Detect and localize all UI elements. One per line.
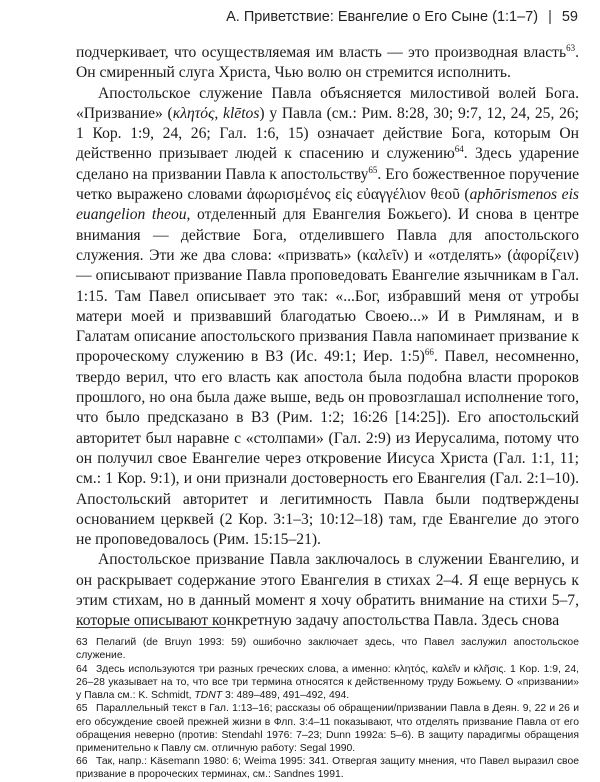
main-text <box>76 43 579 632</box>
italic-text: aphōrismenos eis euangelion theou <box>76 186 579 224</box>
footnote-ref: 65 <box>368 164 378 175</box>
paragraph <box>76 43 579 84</box>
footnote-ref: 63 <box>566 43 576 53</box>
footnote-ref: 64 <box>454 144 464 155</box>
text-run: . Он смиренный слуга Христа, Чью волю он стремится исполнить. <box>76 44 579 82</box>
footnote <box>76 702 579 754</box>
footnotes <box>76 636 579 782</box>
text-run: 3: 489–489, 491–492, 494. <box>222 689 350 701</box>
footnote-number: 66 <box>76 756 88 768</box>
text-run: . Его божественное поручение четко выражено словами ἀφωρισμένος εἰς εὐαγγέλιον θεοῦ ( <box>76 165 579 204</box>
footnote-divider <box>76 627 226 628</box>
footnote-number: 63 <box>76 637 88 648</box>
footnote-ref: 66 <box>424 347 434 358</box>
text-run: Пелагий (de Bruyn 1993: 59) ошибочно заключает здесь, что Павел заслужил апостольское служение. <box>76 637 579 662</box>
header-separator: | <box>548 9 552 25</box>
text-run: Апостольское призвание Павла заключалось в служении Евангелию, и он раскрывает содержание этого Евангелия в стихах 2–4. Я еще вернусь к этим стихам, но в данный момент я хочу обратить внимание на стихи 5–7, которые описывают конкретную задачу апостольства Павла. Здесь снова <box>76 551 579 630</box>
footnote-number: 64 <box>76 663 88 675</box>
text-run: . Здесь ударение сделано на призвании Павла к апостольству <box>76 145 579 183</box>
text-run: ) у Павла (см.: Рим. 8:28, 30; 9:7, 12, 24, 25, 26; 1 Кор. 1:9, 24, 26; Гал. 1:6, 15) означает действие Бога, которым Он действенно призывает людей к спасению и служению <box>76 104 579 163</box>
paragraph <box>76 84 579 551</box>
text-run: Так, напр.: Käsemann 1980: 6; Weima 1995: 341. Отвергая защиту мнения, что Павел выразил свое призвание в пророческих терминах, см.: Sandnes 1991. <box>76 756 579 781</box>
text-run: . Павел, несомненно, твердо верил, что его власть как апостола была подобна власти пророков прошлого, но она была даже выше, ведь он провозглашал исполнение того, что было предсказано в ВЗ (Рим. 1:2; 16:26 [14:25]). Его апостольский авторитет был наравне с «столпами» (Гал. 2:9) из Иерусалима, потому что он получил свое Евангелие через откровение Иисуса Христа (Гал. 1:1, 11; см.: 1 Кор. 9:1), и они признали достоверность его Евангелия (Гал. 2:1–10). Апостольский авторитет и легитимность Павла были подтверждены основанием церквей (2 Кор. 3:1–3; 10:12–18) там, где Евангелие до этого не проповедовалось (Рим. 15:15–21). <box>76 348 579 549</box>
text-run: Апостольское служение Павла объясняется милостивой волей Бога. «Призвание» ( <box>76 84 579 122</box>
footnote <box>76 663 579 702</box>
page-number: 59 <box>561 9 578 25</box>
text-run: Параллельный текст в Гал. 1:13–16; рассказы об обращении/призвании Павла в Деян. 9, 22 и 26 и его обсуждение своей прежней жизни в Флп. 3:4–11 показывают, что отделять призвание Павла от его обращения неверно (против: Stendahl 1976: 7–23; Dunn 1992a: 5–6). В защиту парадигмы обращения применительно к Павлу см. отличную работу: Segal 1990. <box>76 703 579 754</box>
italic-text: TDNT <box>194 689 223 701</box>
footnote <box>76 755 579 781</box>
footnote-number: 65 <box>76 703 88 715</box>
italic-text: κλητός, klētos <box>172 104 260 122</box>
running-header <box>0 9 578 25</box>
running-title: А. Приветствие: Евангелие о Его Сыне (1:1–7) <box>226 9 539 25</box>
text-run: Здесь используются три разных греческих слова, а именно: κλητός, καλεῖν и κλῆσις. 1 Кор. 1:9, 24, 26–28 указывает на то, что все три термина относятся к действенному труду Божьему. О «призвании» у Павла см.: K. Schmidt, <box>76 663 579 701</box>
footnote <box>76 636 579 662</box>
paragraph <box>76 550 579 631</box>
text-run: подчеркивает, что осуществляемая им власть — это производная власть <box>76 44 567 61</box>
text-run: , отделенный для Евангелия Божьего). И снова в центре внимания — действие Бога, отделившего Павла для апостольского служения. Эти же два слова: «призвать» (καλεῖν) и «отделять» (ἀφορίζειν) — описывают призвание Павла проповедовать Евангелие язычникам в Гал. 1:15. Там Павел описывает это так: «...Бог, избравший меня от утробы матери моей и призвавший благодатью Своею...» И в Римлянам, и в Галатам описание апостольского призвания Павла напоминает призвание к пророческому служению в ВЗ (Ис. 49:1; Иер. 1:5) <box>76 206 579 366</box>
